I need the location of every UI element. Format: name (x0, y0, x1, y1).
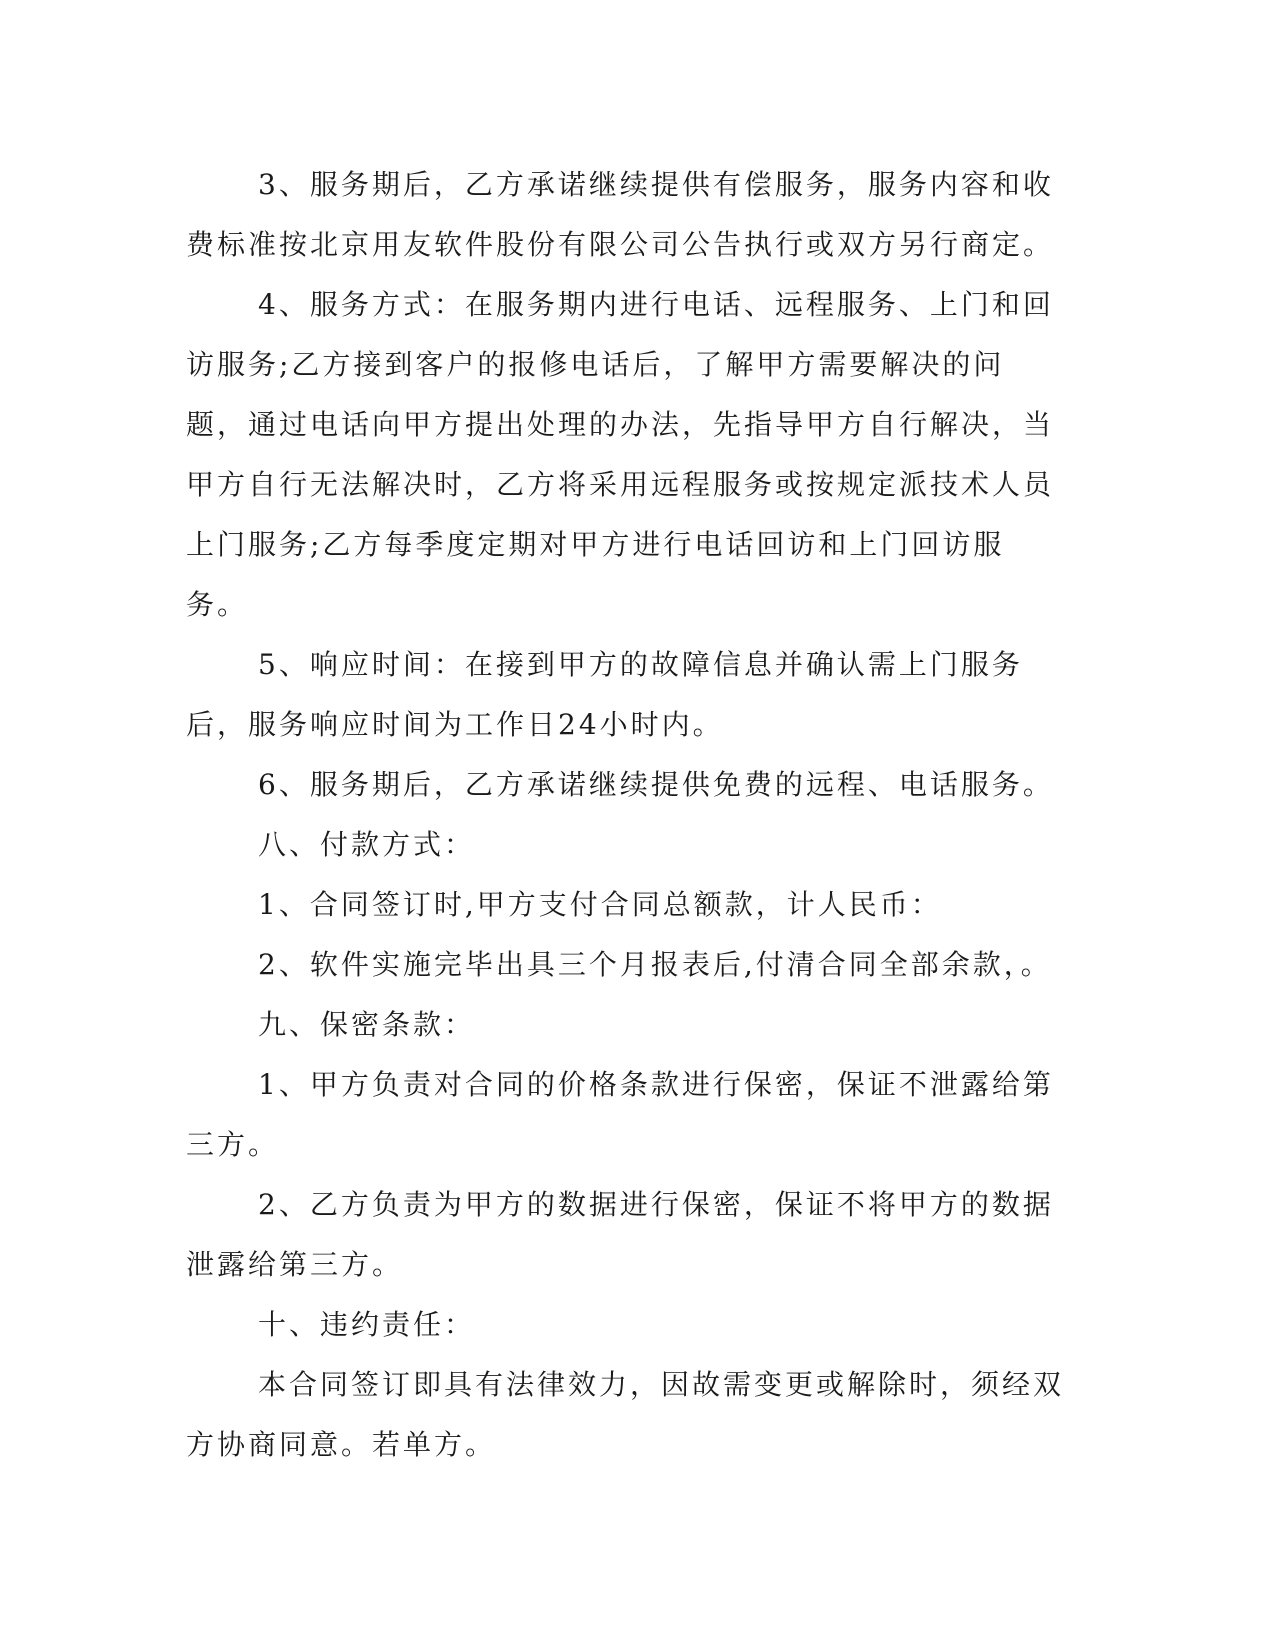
paragraph-response-time: 5、响应时间：在接到甲方的故障信息并确认需上门服务后，服务响应时间为工作日24小时内。 (186, 648, 1023, 741)
paragraph-payment-2: 2、软件实施完毕出具三个月报表后,付清合同全部余款，。 (258, 948, 1052, 981)
paragraph-confidentiality-1: 1、甲方负责对合同的价格条款进行保密，保证不泄露给第三方。 (186, 1068, 1054, 1161)
section-heading-confidentiality: 九、保密条款： (258, 1008, 476, 1041)
section-heading-payment: 八、付款方式： (258, 828, 476, 861)
paragraph-free-remote-service: 6、服务期后，乙方承诺继续提供免费的远程、电话服务。 (258, 768, 1054, 801)
paragraph-service-after-period: 3、服务期后，乙方承诺继续提供有偿服务，服务内容和收费标准按北京用友软件股份有限公司公告执行或双方另行商定。 (186, 168, 1055, 261)
paragraph-liability: 本合同签订即具有法律效力，因故需变更或解除时，须经双方协商同意。若单方。 (186, 1368, 1065, 1461)
section-heading-liability: 十、违约责任： (258, 1308, 476, 1341)
document-body (186, 155, 1066, 1475)
paragraph-payment-1: 1、合同签订时,甲方支付合同总额款，计人民币： (258, 888, 942, 921)
paragraph-service-method: 4、服务方式：在服务期内进行电话、远程服务、上门和回访服务;乙方接到客户的报修电话后，了解甲方需要解决的问题，通过电话向甲方提出处理的办法，先指导甲方自行解决，当甲方自行无法解决时，乙方将采用远程服务或按规定派技术人员上门服务;乙方每季度定期对甲方进行电话回访和上门回访服务。 (186, 288, 1055, 621)
paragraph-confidentiality-2: 2、乙方负责为甲方的数据进行保密，保证不将甲方的数据泄露给第三方。 (186, 1188, 1054, 1281)
